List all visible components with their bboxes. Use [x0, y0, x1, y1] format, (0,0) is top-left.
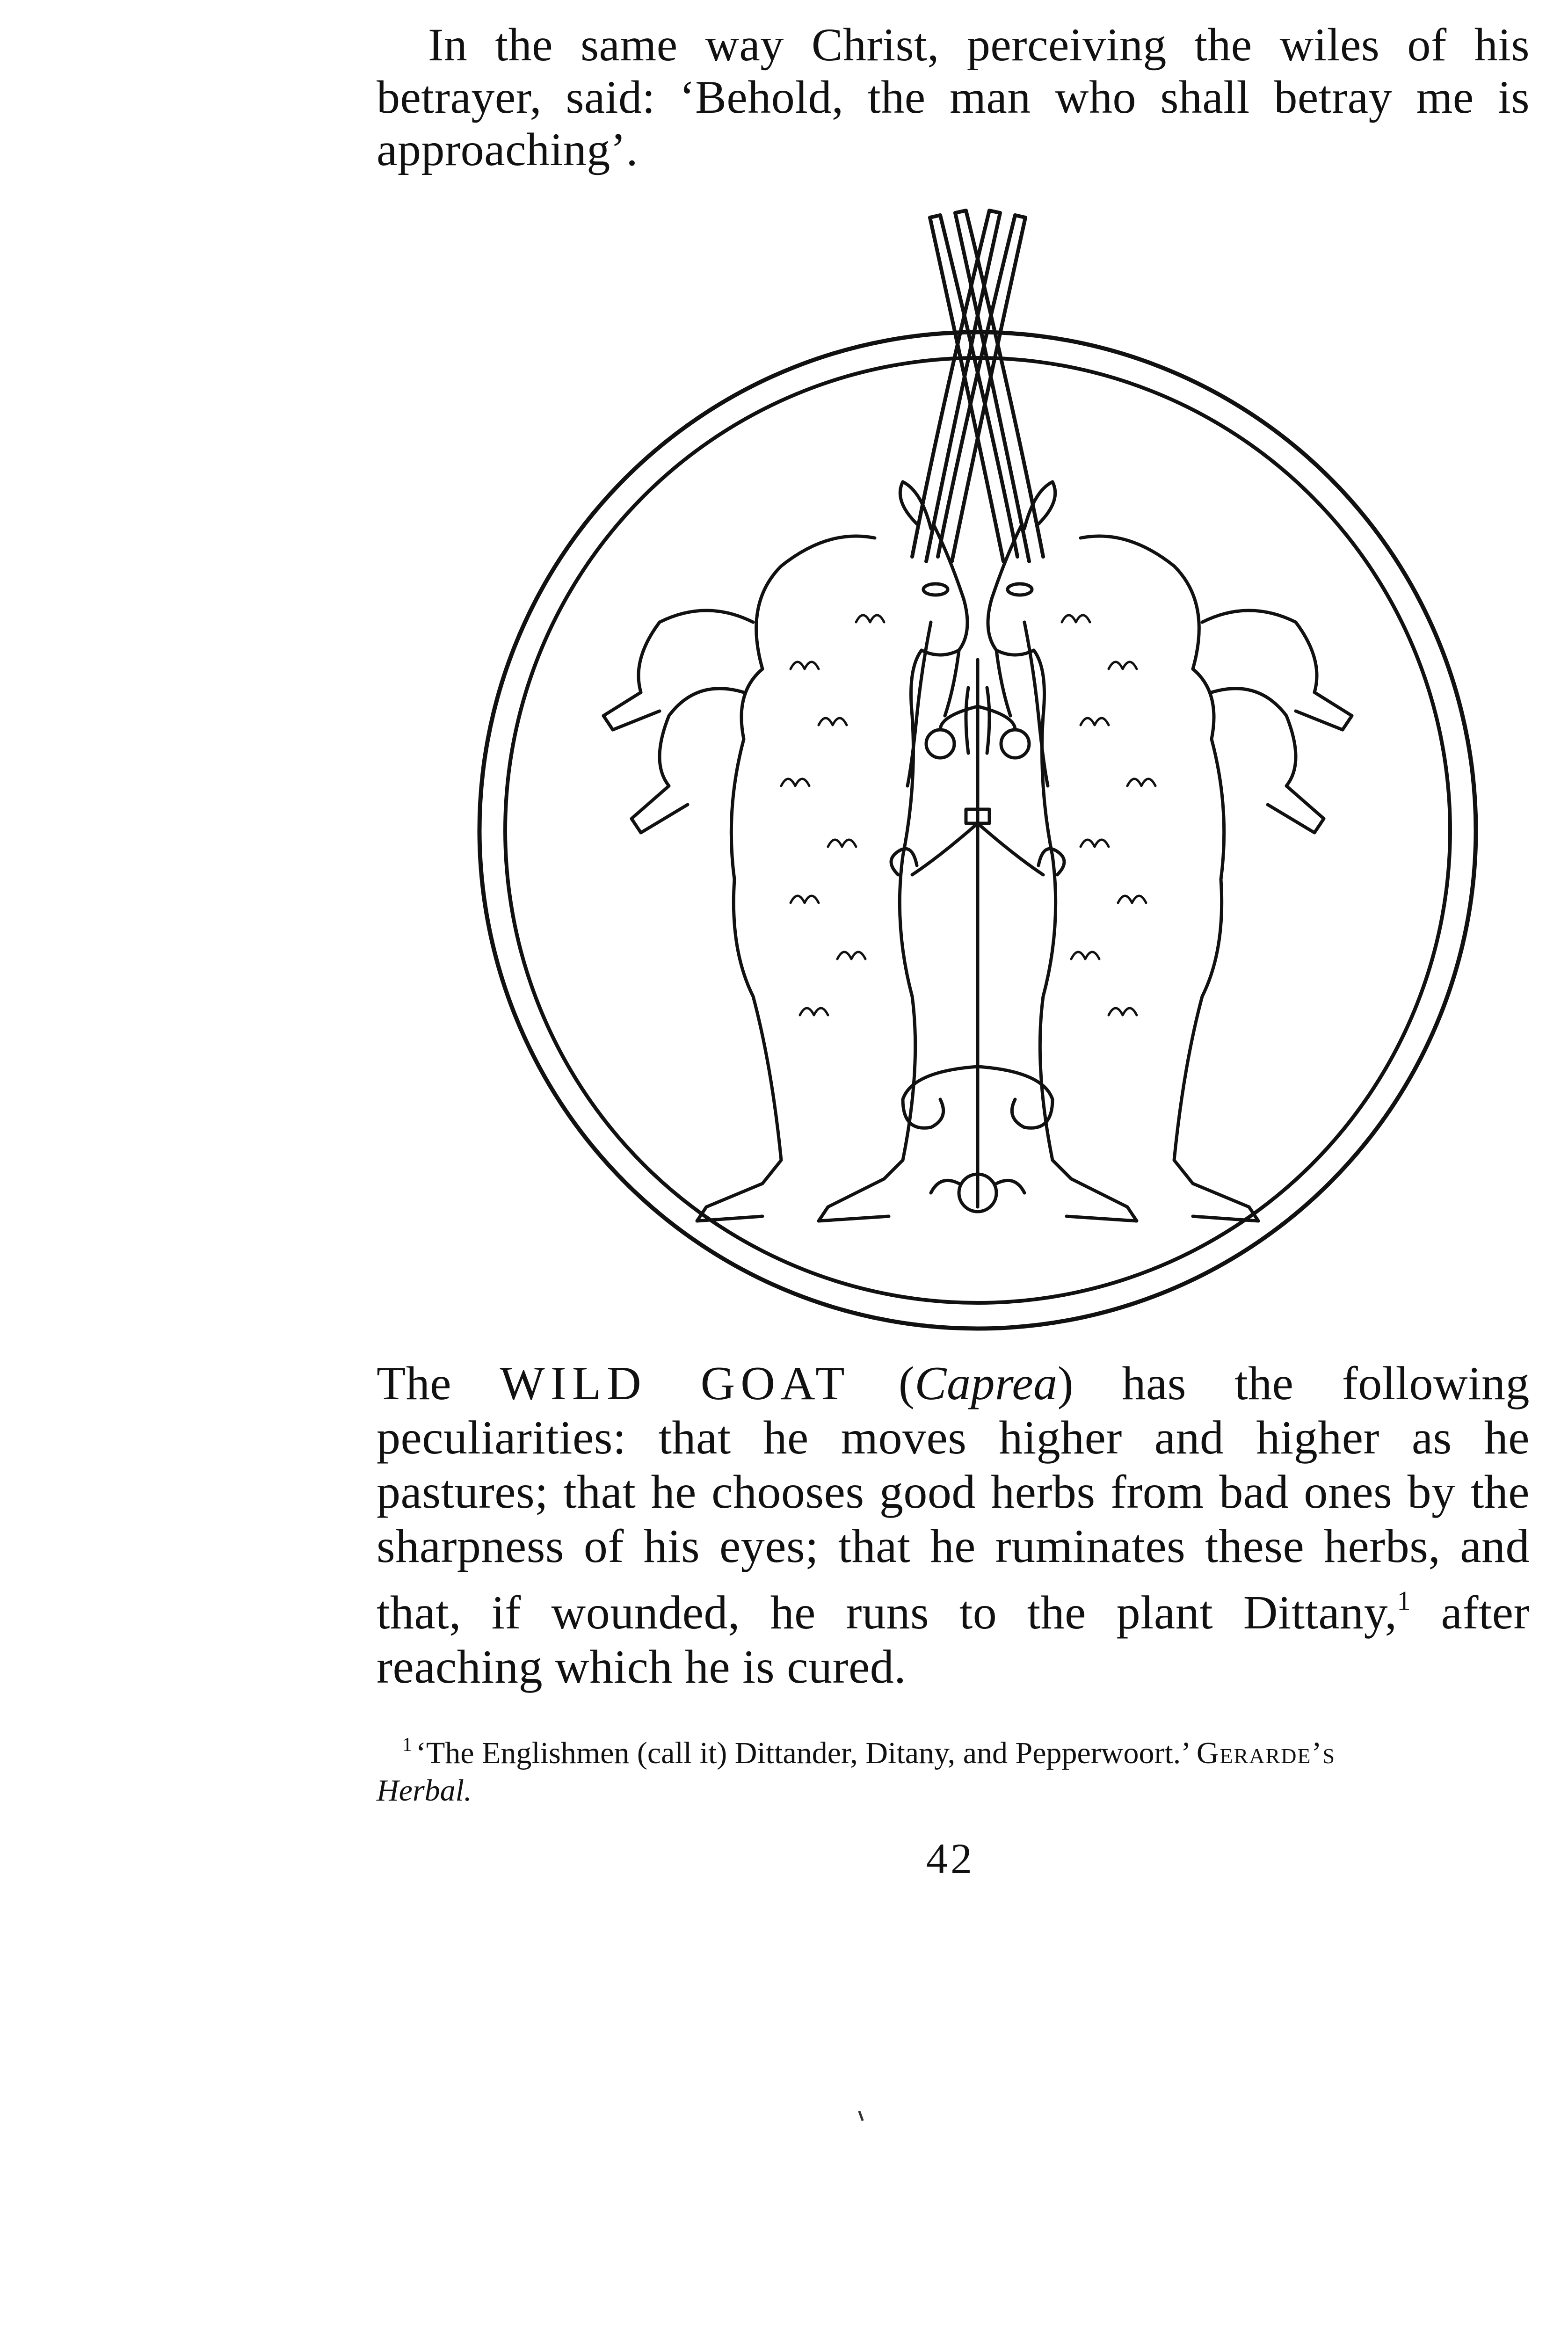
two-wild-goats-roundel-illustration — [407, 201, 1548, 1343]
goat-latin-name: Caprea — [915, 1357, 1058, 1410]
goat-lead: The — [377, 1357, 500, 1410]
goat-latin-close: ) — [1057, 1357, 1074, 1410]
goat-tail: after reaching which he is cured. — [377, 1586, 1530, 1693]
top-paragraph: In the same way Christ, perceiving the wiles of his betrayer, said: ‘Behold, the man who shall betray me is approaching’. — [377, 19, 1530, 175]
horns — [912, 211, 1043, 561]
page-number: 42 — [926, 1835, 975, 1882]
footnote-work: Herbal. — [377, 1773, 472, 1808]
goat-latin-open: ( — [850, 1357, 915, 1410]
footnote-reference[interactable]: 1 — [1397, 1585, 1411, 1616]
footnote-author: Gerarde’s — [1196, 1736, 1336, 1770]
dittany-plant — [891, 660, 1064, 1212]
goat-body: has the following peculiarities: that he moves higher and higher as he pastures; that he chooses good herbs from bad ones by the sharpness of his eyes; that he ruminates these herbs, and that, if wounded, he runs to the plant Dittany, — [377, 1357, 1530, 1639]
wild-goat-paragraph — [377, 1357, 1530, 1694]
footnote-mark: 1 — [402, 1734, 412, 1756]
print-fleck — [858, 2111, 864, 2121]
fleece-texture — [781, 615, 1155, 1015]
footnote-text: ‘The Englishmen (call it) Dittander, Ditany, and Pepperwoort.’ — [416, 1736, 1197, 1770]
goat-roundel-figure — [407, 201, 1548, 1343]
footnote — [377, 1726, 1530, 1809]
goat-name: WILD GOAT — [500, 1357, 850, 1410]
